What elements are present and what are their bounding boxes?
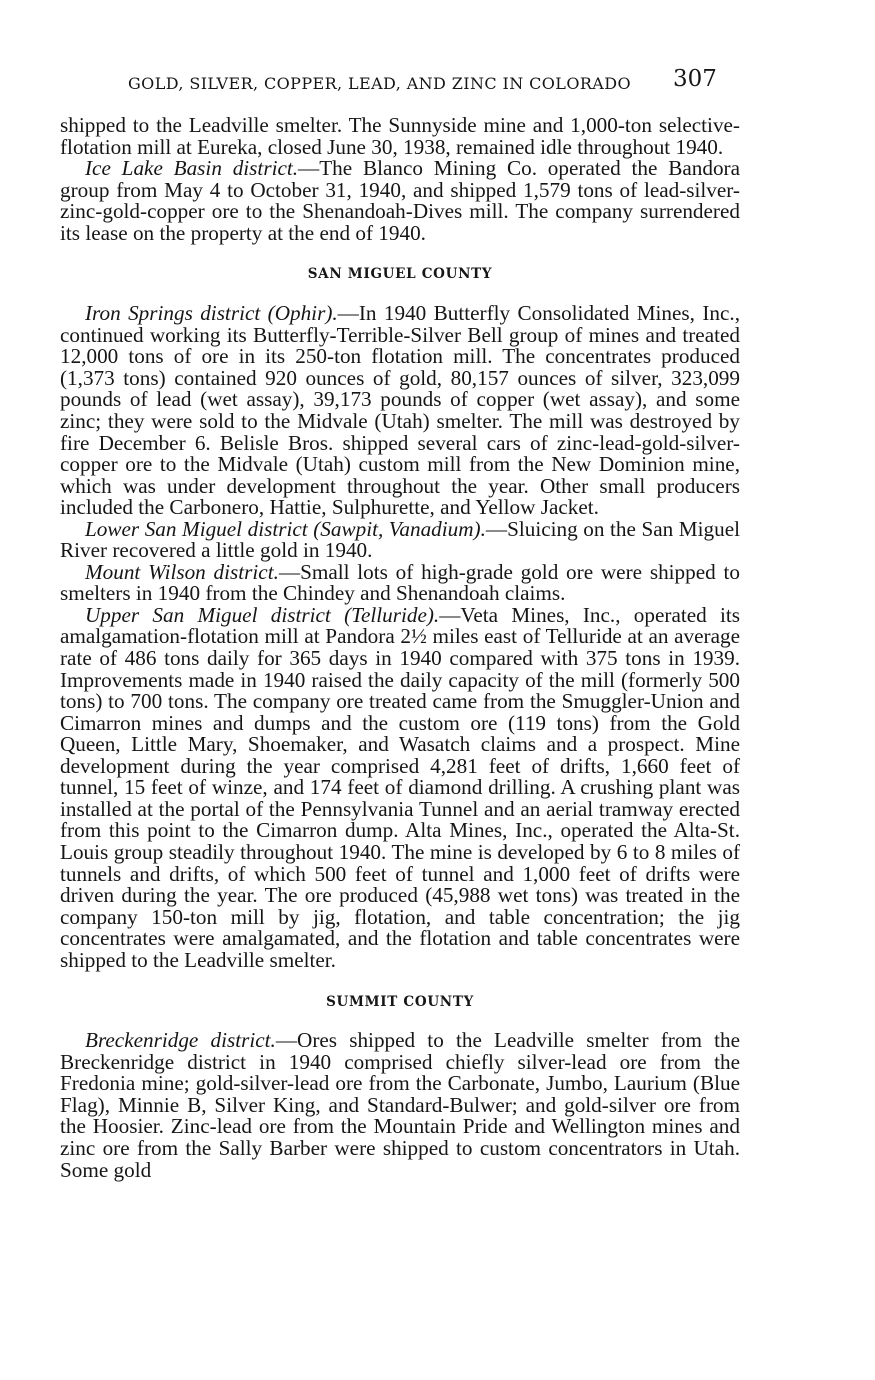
district-alias: (Telluride). — [344, 602, 440, 627]
running-head — [128, 66, 740, 96]
district-name: Upper San Miguel district — [85, 602, 331, 627]
district-alias: (Sawpit, Vanadium). — [313, 516, 486, 541]
page-number: 307 — [673, 66, 717, 92]
district-alias: (Ophir). — [267, 301, 338, 326]
district-name: Iron Springs district — [85, 301, 261, 326]
summit-county-heading: SUMMIT COUNTY — [326, 994, 474, 1011]
ice-lake-basin-paragraph — [60, 158, 740, 244]
paragraph-body: —Sluicing on the San Miguel River recovered a little gold in 1940. — [60, 516, 741, 563]
body-text — [60, 115, 740, 1181]
paragraph-body: —Small lots of high-grade gold ore were shipped to smelters in 1940 from the Chindey and Shenandoah claims. — [60, 559, 740, 606]
paragraph-body: —In 1940 Butterfly Consolidated Mines, Inc., continued working its Butterfly-Terrible-Silver Bell group of mines and treated 12,000 tons of ore in its 250-ton flotation mill. The concentrates produced (1,373 tons) contained 920 ounces of gold, 80,157 ounces of silver, 323,099 pounds of lead (wet assay), 39,173 pounds of copper (wet assay), and some zinc; they were sold to the Midvale (Utah) smelter. The mill was destroyed by fire December 6. Belisle Bros. shipped several cars of zinc-lead-gold-silver-copper ore to the Midvale (Utah) custom mill from the New Dominion mine, which was under development throughout the year. Other small producers included the Carbonero, Hattie, Sulphurette, and Yellow Jacket. — [60, 301, 740, 520]
mount-wilson-paragraph — [60, 559, 740, 606]
district-name: Lower San Miguel district — [85, 516, 308, 541]
paragraph-body: —Ores shipped to the Leadville smelter from the Breckenridge district in 1940 comprised chiefly silver-lead ore from the Fredonia mine; gold-silver-lead ore from the Carbonate, Jumbo, Laurium (Blue Flag), Minnie B, Silver King, and Standard-Bulwer; and gold-silver ore from the Hoosier. Zinc-lead ore from the Mountain Pride and Wellington mines and zinc ore from the Sally Barber were shipped to custom concentrators in Utah. Some gold — [60, 1028, 740, 1182]
san-miguel-county-heading: SAN MIGUEL COUNTY — [307, 266, 493, 283]
district-name: Ice Lake Basin district. — [85, 156, 299, 181]
district-name: Mount Wilson district. — [85, 559, 279, 584]
district-name: Breckenridge district. — [85, 1028, 276, 1053]
running-title: GOLD, SILVER, COPPER, LEAD, AND ZINC IN COLORADO — [128, 74, 631, 93]
upper-san-miguel-paragraph — [60, 602, 741, 972]
breckenridge-paragraph — [60, 1030, 740, 1181]
continuation-paragraph: shipped to the Leadville smelter. The Sunnyside mine and 1,000-ton selective-flotation mill at Eureka, closed June 30, 1938, remained idle throughout 1940. — [60, 113, 740, 159]
paragraph-body: —Veta Mines, Inc., operated its amalgamation-flotation mill at Pandora 2½ miles east of Telluride at an average rate of 486 tons daily for 365 days in 1940 compared with 375 tons in 1939. Improvements made in 1940 raised the daily capacity of the mill (formerly 500 tons) to 700 tons. The company ore treated came from the Smuggler-Union and Cimarron mines and dumps and the custom ore (119 tons) from the Gold Queen, Little Mary, Shoemaker, and Wasatch claims and a prospect. Mine development during the year comprised 4,281 feet of drifts, 1,660 feet of tunnel, 15 feet of winze, and 174 feet of diamond drilling. A crushing plant was installed at the portal of the Pennsylvania Tunnel and an aerial tramway erected from this point to the Cimarron dump. Alta Mines, Inc., operated the Alta-St. Louis group steadily throughout 1940. The mine is developed by 6 to 8 miles of tunnels and drifts, of which 500 feet of tunnel and 1,000 feet of drifts were driven during the year. The ore produced (45,988 wet tons) was treated in the company 150-ton mill by jig, flotation, and table concentration; the jig concentrates were amalgamated, and the flotation and table concentrates were shipped to the Leadville smelter. — [60, 602, 741, 972]
lower-san-miguel-paragraph — [60, 516, 741, 563]
paragraph-body: —The Blanco Mining Co. operated the Bandora group from May 4 to October 31, 1940, and shipped 1,579 tons of lead-silver-zinc-gold-copper ore to the Shenandoah-Dives mill. The company surrendered its lease on the property at the end of 1940. — [60, 156, 740, 245]
iron-springs-paragraph — [60, 303, 740, 518]
